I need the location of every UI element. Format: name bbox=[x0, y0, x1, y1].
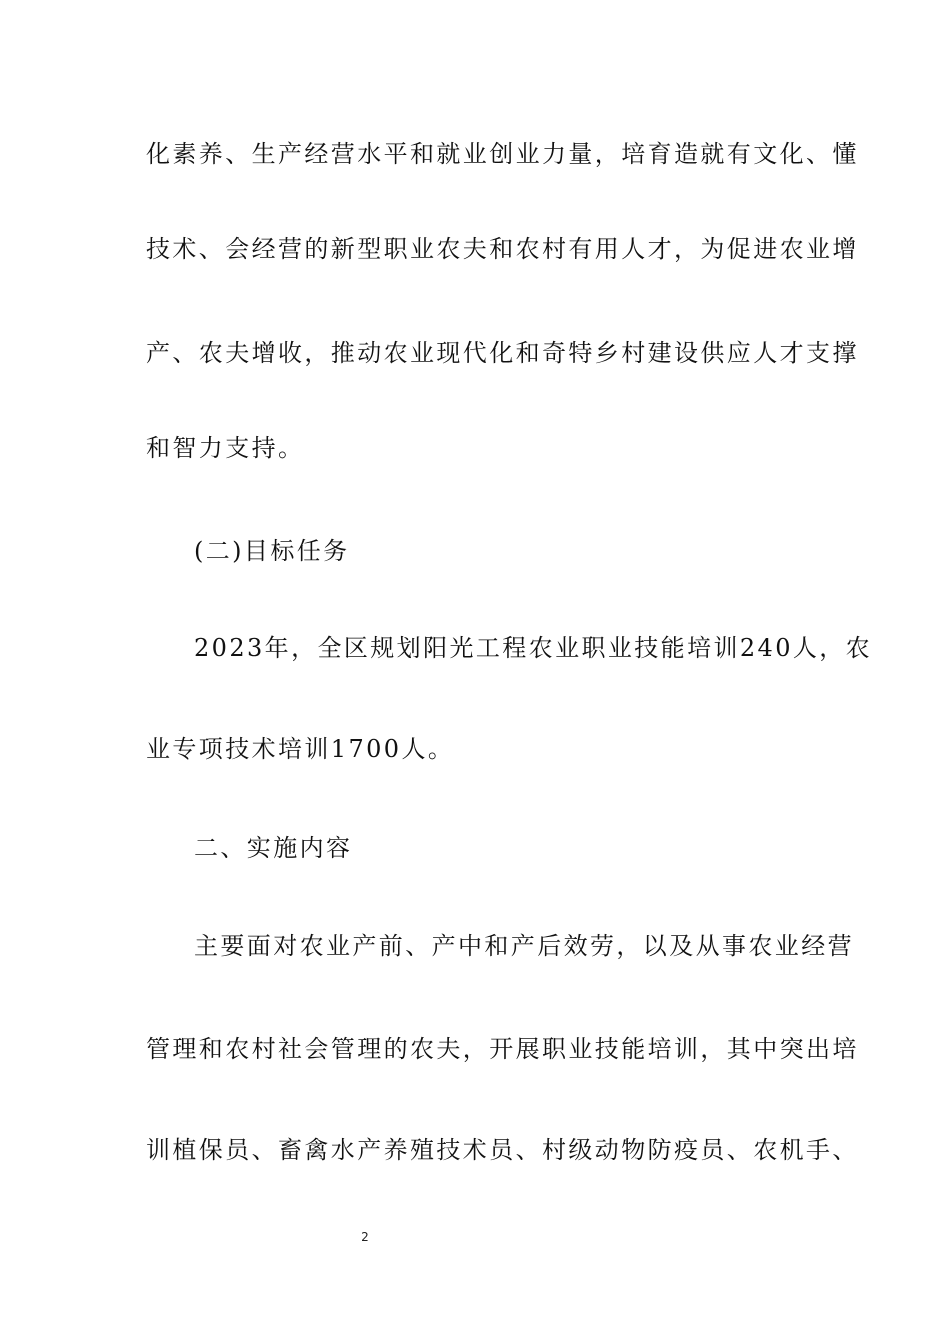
body-text-line-3: 产、农夫增收，推动农业现代化和奇特乡村建设供应人才支撑 bbox=[146, 339, 859, 367]
body-text-line-6: 业专项技术培训1700人。 bbox=[146, 735, 455, 763]
body-text-line-2: 技术、会经营的新型职业农夫和农村有用人才，为促进农业增 bbox=[146, 235, 859, 263]
body-text-line-5: 2023年，全区规划阳光工程农业职业技能培训240人，农 bbox=[194, 634, 873, 662]
body-text-line-8: 管理和农村社会管理的农夫，开展职业技能培训，其中突出培 bbox=[146, 1035, 859, 1063]
body-text-line-7: 主要面对农业产前、产中和产后效劳，以及从事农业经营 bbox=[194, 932, 854, 960]
body-text-line-9: 训植保员、畜禽水产养殖技术员、村级动物防疫员、农机手、 bbox=[146, 1136, 859, 1164]
body-text-line-4: 和智力支持。 bbox=[146, 434, 305, 462]
body-text-line-1: 化素养、生产经营水平和就业创业力量，培育造就有文化、懂 bbox=[146, 140, 859, 168]
section-heading-implementation: 二、实施内容 bbox=[194, 834, 353, 862]
section-heading-objectives: (二)目标任务 bbox=[194, 537, 350, 565]
page-number: 2 bbox=[361, 1230, 369, 1244]
